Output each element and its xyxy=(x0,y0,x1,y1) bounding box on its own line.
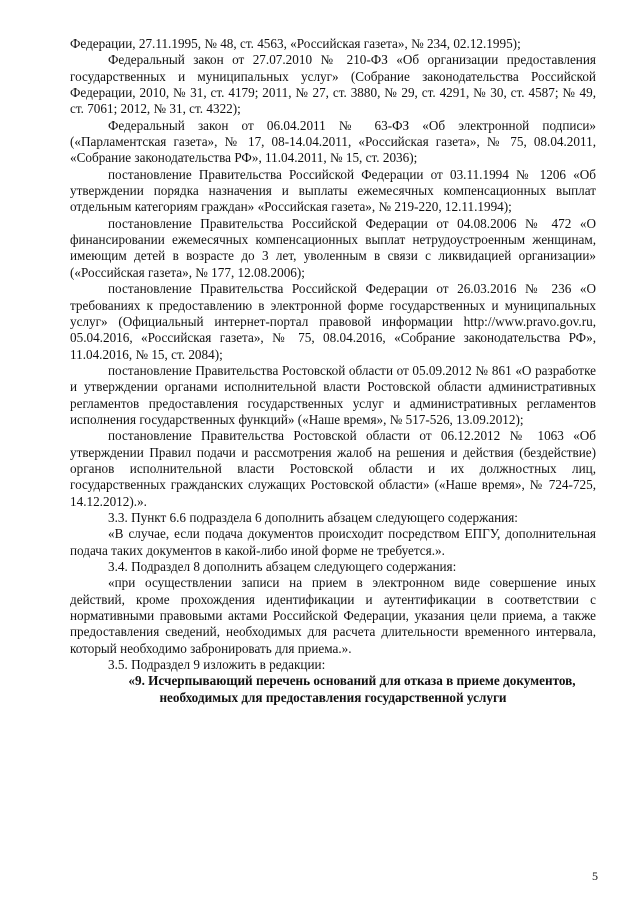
paragraph-item-3-5: 3.5. Подраздел 9 изложить в редакции: xyxy=(108,657,326,673)
paragraph-decree-236: постановление Правительства Российской Федерации от 26.03.2016 № 236 «О требованиях к предоставлению в электронной форме государственных и муниципальных услуг» (Официальный интернет-портал правовой информации http://www.pravo.gov.ru, 05.04.2016, «Российская газета», № 75, 08.04.2016, «Собрание законодательства РФ», 11.04.2016, № 15, ст. 2084); xyxy=(70,281,596,362)
paragraph-item-3-4: 3.4. Подраздел 8 дополнить абзацем следующего содержания: xyxy=(108,559,457,574)
paragraph-decree-472: постановление Правительства Российской Федерации от 04.08.2006 № 472 «О финансировании ежемесячных компенсационных выплат нетрудоустроенным женщинам, имеющим детей в возрасте до 3 лет, уволенным в связи с ликвидацией организации» («Российская газета», № 177, 12.08.2006); xyxy=(70,215,596,280)
paragraph-continuation: Федерации, 27.11.1995, № 48, ст. 4563, «Российская газета», № 234, 02.12.1995); xyxy=(70,36,521,51)
paragraph-decree-1063: постановление Правительства Ростовской области от 06.12.2012 № 1063 «Об утверждении Правил подачи и рассмотрения жалоб на решения и действия (бездействие) органов исполнительной власти Ростовской области и их должностных лиц, государственных гражданских служащих Ростовской области» («Наше время», № 724-725, 14.12.2012).». xyxy=(70,428,596,509)
paragraph-quote-epgu: «В случае, если подача документов происходит посредством ЕПГУ, дополнительная подача таких документов в какой-либо иной форме не требуется.». xyxy=(70,526,596,558)
section-heading: «9. Исчерпывающий перечень оснований для отказа в приеме документов, необходимых для предоставления государственной услуги xyxy=(128,673,576,705)
paragraph-decree-1206: постановление Правительства Российской Федерации от 03.11.1994 № 1206 «Об утверждении порядка назначения и выплаты ежемесячных компенсационных выплат отдельным категориям граждан» «Российская газета», № 219-220, 12.11.1994); xyxy=(70,166,596,215)
paragraph-law-63fz: Федеральный закон от 06.04.2011 № 63-ФЗ «Об электронной подписи» («Парламентская газета», № 17, 08-14.04.2011, «Российская газета», № 75, 08.04.2011, «Собрание законодательства РФ», 11.04.2011, № 15, ст. 2036); xyxy=(70,117,596,166)
page-number: 5 xyxy=(592,869,598,883)
paragraph-decree-861: постановление Правительства Ростовской области от 05.09.2012 № 861 «О разработке и утверждении органами исполнительной власти Ростовской области административных регламентов предоставления государственных услуг и административных регламентов исполнения государственных функций» («Наше время», № 517-526, 13.09.2012); xyxy=(70,362,596,427)
paragraph-law-210fz: Федеральный закон от 27.07.2010 № 210-ФЗ «Об организации предоставления государственных и муниципальных услуг» (Собрание законодательства Российской Федерации, 2010, № 31, ст. 4179; 2011, № 27, ст. 3880, № 29, ст. 4291, № 30, ст. 4587; № 49, ст. 7061; 2012, № 31, ст. 4322); xyxy=(70,52,596,117)
document-body xyxy=(70,36,596,706)
paragraph-item-3-3: 3.3. Пункт 6.6 подраздела 6 дополнить абзацем следующего содержания: xyxy=(108,509,518,525)
paragraph-quote-appointment: «при осуществлении записи на прием в электронном виде совершение иных действий, кроме прохождения идентификации и аутентификации в соответствии с нормативными правовыми актами Российской Федерации, указания цели приема, а также предоставления сведений, необходимых для расчета длительности временного интервала, который необходимо забронировать для приема.». xyxy=(70,575,596,656)
